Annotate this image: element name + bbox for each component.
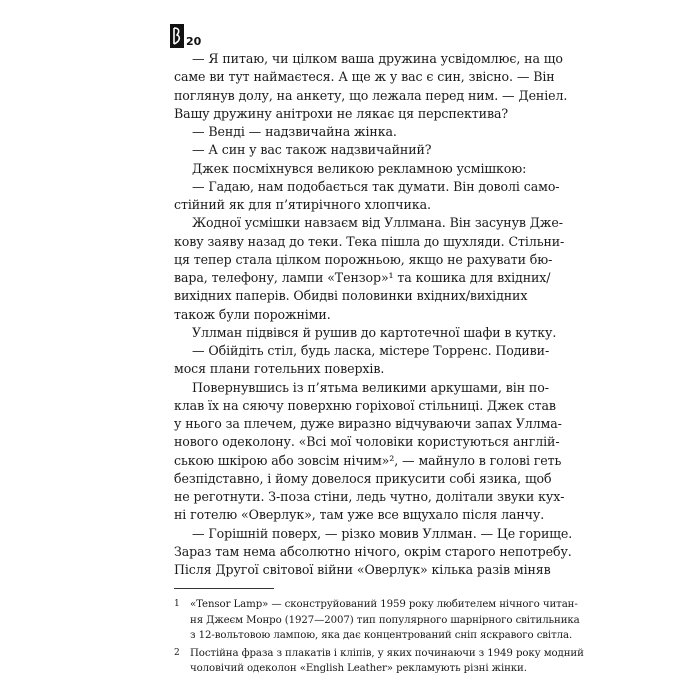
text-line: — А син у вас також надзвичайний? <box>192 142 432 158</box>
text-line: Зараз там нема абсолютно нічого, окрім старого непотребу. <box>174 543 572 559</box>
text-line: стійний як для п’ятирічного хлопчика. <box>174 197 431 212</box>
text-line: вихідних паперів. Обидві половинки вхідних/вихідних <box>174 288 528 304</box>
text-line: саме ви тут наймаєтеся. А ще ж у вас є син, звісно. — Він <box>174 69 555 85</box>
text-line: Жодної усмішки навзаєм від Уллмана. Він засунув Дже- <box>192 215 563 231</box>
text-line: ні готелю «Оверлук», там уже все вщухало після ланчу. <box>174 507 545 523</box>
text-line: кову заяву назад до теки. Тека пішла до шухляди. Стільни- <box>174 233 565 249</box>
text-line: вара, телефону, лампи «Тензор»¹ та кошика для вхідних/ <box>174 270 551 285</box>
footnotes <box>174 597 584 679</box>
text-line: поглянув долу, на анкету, що лежала перед ним. — Деніел. <box>174 87 568 103</box>
text-line: мося плани готельних поверхів. <box>174 361 385 377</box>
text-line: безпідставно, і йому довелося прикусити собі язика, щоб <box>174 470 552 486</box>
footnote-line: з 12-вольтовою лампою, яка дає концентрований сніп яскравого світла. <box>190 630 573 641</box>
text-line: ською шкірою або зовсім нічим»², — майнуло в голові геть <box>174 452 562 468</box>
footnote-marker: 2 <box>174 647 180 658</box>
footnote-line: ня Джеєм Монро (1927—2007) тип популярного шарнірного світильника <box>190 614 580 626</box>
text-line: нового одеколону. «Всі мої чоловіки користуються англій- <box>174 434 560 450</box>
text-line: — Гадаю, нам подобається так думати. Він доволі само- <box>192 178 560 194</box>
text-line: — Обійдіть стіл, будь ласка, містере Торренс. Подиви- <box>192 343 550 358</box>
stylized-b-mark-icon <box>170 24 184 48</box>
text-line: — Горішній поверх, — різко мовив Уллман. — Це горище. <box>192 525 573 541</box>
text-line: — Я питаю, чи цілком ваша дружина усвідомлює, на що <box>192 51 563 66</box>
footnote <box>174 646 584 677</box>
text-line: Після Другої світової війни «Оверлук» кілька разів міняв <box>174 562 551 577</box>
text-line: клав їх на сяючу поверхню горіхової стільниці. Джек став <box>174 397 556 413</box>
footnote-line: «Tensor Lamp» — сконструйований 1959 року любителем нічного читан- <box>190 599 578 610</box>
main-text <box>174 50 573 579</box>
footnote-marker: 1 <box>174 599 180 609</box>
footnote <box>174 597 580 644</box>
text-line: Уллман підвівся й рушив до картотечної шафи в кутку. <box>192 324 557 340</box>
footnote-rule <box>174 588 274 589</box>
text-line: Джек посміхнувся великою рекламною усмішкою: <box>192 160 527 176</box>
page-number: 20 <box>186 34 202 48</box>
page-header <box>170 24 201 48</box>
text-line: також були порожніми. <box>174 306 331 322</box>
footnote-line: Постійна фраза з плакатів і кліпів, у яких починаючи з 1949 року модний <box>190 647 584 659</box>
text-line: Повернувшись із п’ятьма великими аркушами, він по- <box>192 379 549 395</box>
footnote-line: чоловічий одеколон «English Leather» рекламують різні жінки. <box>190 663 527 674</box>
text-line: Вашу дружину анітрохи не лякає ця перспектива? <box>174 105 509 121</box>
text-line: не реготнути. З-поза стіни, ледь чутно, долітали звуки кух- <box>174 489 565 504</box>
text-line: у нього за плечем, дуже виразно відчуваючи запах Уллма- <box>174 416 562 431</box>
text-line: — Венді — надзвичайна жінка. <box>192 124 397 139</box>
text-line: ця тепер стала цілком порожньою, якщо не рахувати бю- <box>174 251 553 267</box>
